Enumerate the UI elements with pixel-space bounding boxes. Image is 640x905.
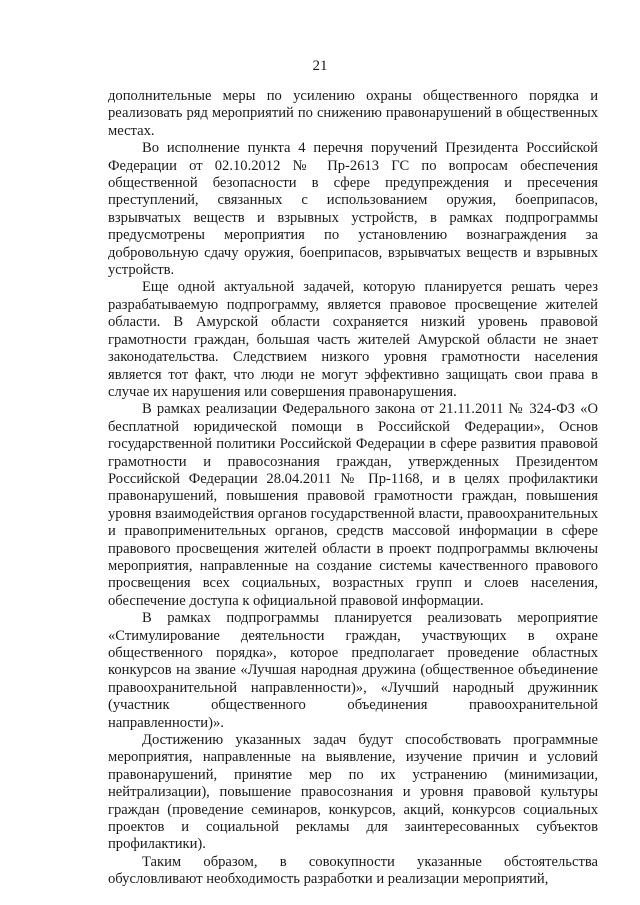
paragraph-continuation: дополнительные меры по усилению охраны общественного порядка и реализовать ряд мероприятий по снижению правонарушений в общественных местах. xyxy=(108,88,598,139)
paragraph-federal-law: В рамках реализации Федерального закона от 21.11.2011 № 324-ФЗ «О бесплатной юридической помощи в Российской Федерации», Основ государственной политики Российской Федерации в сфере развития правовой грамотности и правосознания граждан, утвержденных Президентом Российской Федерации 28.04.2011 № Пр-1168, и в целях профилактики правонарушений, повышения правовой грамотности граждан, повышения уровня взаимодействия органов государственной власти, правоохранительных и правоприменительных органов, средств массовой информации в сфере правового просвещения жителей области в проект подпрограммы включены мероприятия, направленные на создание системы качественного правового просвещения всех социальных, возрастных групп и слоев населения, обеспечение доступа к официальной правовой информации. xyxy=(108,401,598,609)
paragraph-weapons-reward: Во исполнение пункта 4 перечня поручений Президента Российской Федерации от 02.10.2012 № Пр-2613 ГС по вопросам обеспечения общественной безопасности в сфере предупреждения и пресечения преступлений, связанных с использованием оружия, боеприпасов, взрывчатых веществ и взрывных устройств, в рамках подпрограммы предусмотрены мероприятия по установлению вознаграждения за добровольную сдачу оружия, боеприпасов, взрывчатых веществ и взрывных устройств. xyxy=(108,140,598,279)
paragraph-goals: Достижению указанных задач будут способствовать программные мероприятия, направленные на выявление, изучение причин и условий правонарушений, принятие мер по их устранению (минимизации, нейтрализации), повышение правосознания и уровня правовой культуры граждан (проведение семинаров, конкурсов, акций, конкурсов социальных проектов и социальной рекламы для заинтересованных субъектов профилактики). xyxy=(108,732,598,853)
body-text xyxy=(108,88,598,889)
paragraph-legal-education: Еще одной актуальной задачей, которую планируется решать через разрабатываемую подпрограмму, является правовое просвещение жителей области. В Амурской области сохраняется низкий уровень правовой грамотности граждан, большая часть жителей Амурской области не знает законодательства. Следствием низкого уровня грамотности населения является тот факт, что люди не могут эффективно защищать свои права в случае их нарушения или совершения правонарушения. xyxy=(108,279,598,400)
paragraph-conclusion: Таким образом, в совокупности указанные обстоятельства обусловливают необходимость разработки и реализации мероприятий, xyxy=(108,853,598,888)
paragraph-volunteer-contest: В рамках подпрограммы планируется реализовать мероприятие «Стимулирование деятельности граждан, участвующих в охране общественного порядка», которое предполагает проведение областных конкурсов на звание «Лучшая народная дружина (общественное объединение правоохранительной направленности)», «Лучший народный дружинник (участник общественного объединения правоохранительной направленности)». xyxy=(108,610,598,731)
page-number: 21 xyxy=(312,58,328,74)
